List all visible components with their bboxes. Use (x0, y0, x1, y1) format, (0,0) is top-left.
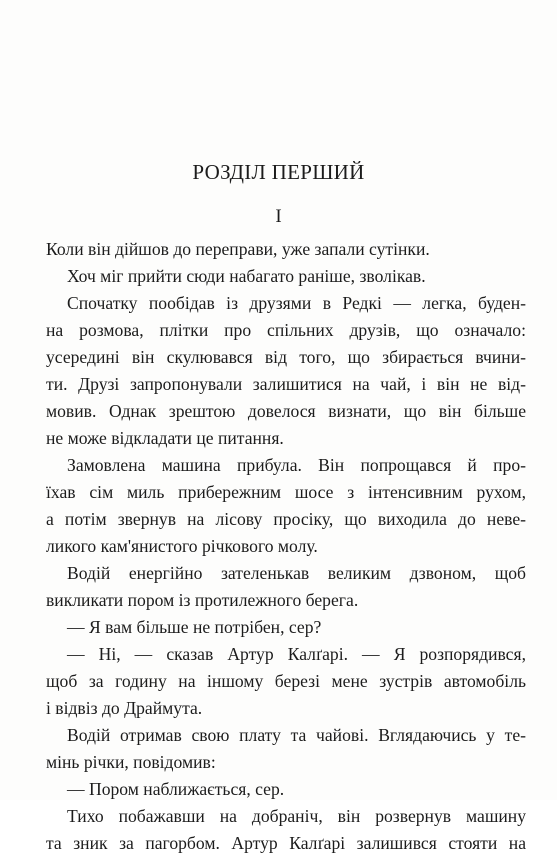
text-line: а потім звернув на лісову просіку, що виходила до неве- (46, 509, 526, 529)
body-text (46, 236, 526, 857)
text-line: Водій енергійно зателенькав великим дзвоном, щоб (67, 563, 526, 583)
text-line: і відвіз до Драймута. (46, 698, 203, 718)
text-line: Водій отримав свою плату та чайові. Вглядаючись у те- (67, 725, 526, 745)
text-line: — Я вам більше не потрібен, сер? (67, 617, 322, 637)
text-line: їхав сім миль прибережним шосе з інтенсивним рухом, (46, 482, 526, 502)
text-line: — Ні, — сказав Артур Калґарі. — Я розпорядився, (67, 644, 526, 664)
text-line: ликого кам'янистого річкового молу. (46, 536, 318, 556)
text-line: Спочатку пообідав із друзями в Редкі — легка, буден- (67, 293, 526, 313)
text-line: та зник за пагорбом. Артур Калґарі залишився стояти на (46, 833, 526, 853)
text-line: Хоч міг прийти сюди набагато раніше, зволікав. (67, 266, 426, 286)
text-line: усередині він скулювався від того, що збирається вчини- (46, 347, 526, 367)
text-line: ти. Друзі запропонували залишитися на чай, і він не від- (46, 374, 526, 394)
chapter-title: РОЗДІЛ ПЕРШИЙ (192, 160, 365, 184)
text-line: щоб за годину на іншому березі мене зустрів автомобіль (46, 671, 526, 691)
text-line: — Пором наближається, сер. (67, 779, 285, 799)
section-number: I (275, 206, 282, 227)
text-line: на розмова, плітки про спільних друзів, що означало: (46, 320, 526, 340)
text-line: Коли він дійшов до переправи, уже запали сутінки. (46, 239, 430, 259)
text-line: мовив. Однак зрештою довелося визнати, що він більше (46, 401, 526, 421)
text-line: мінь річки, повідомив: (46, 752, 216, 772)
text-line: Замовлена машина прибула. Він попрощався й про- (67, 455, 526, 475)
text-line: не може відкладати це питання. (46, 428, 284, 448)
text-line: Тихо побажавши на добраніч, він розвернув машину (67, 806, 526, 826)
text-line: викликати пором із протилежного берега. (46, 590, 359, 610)
